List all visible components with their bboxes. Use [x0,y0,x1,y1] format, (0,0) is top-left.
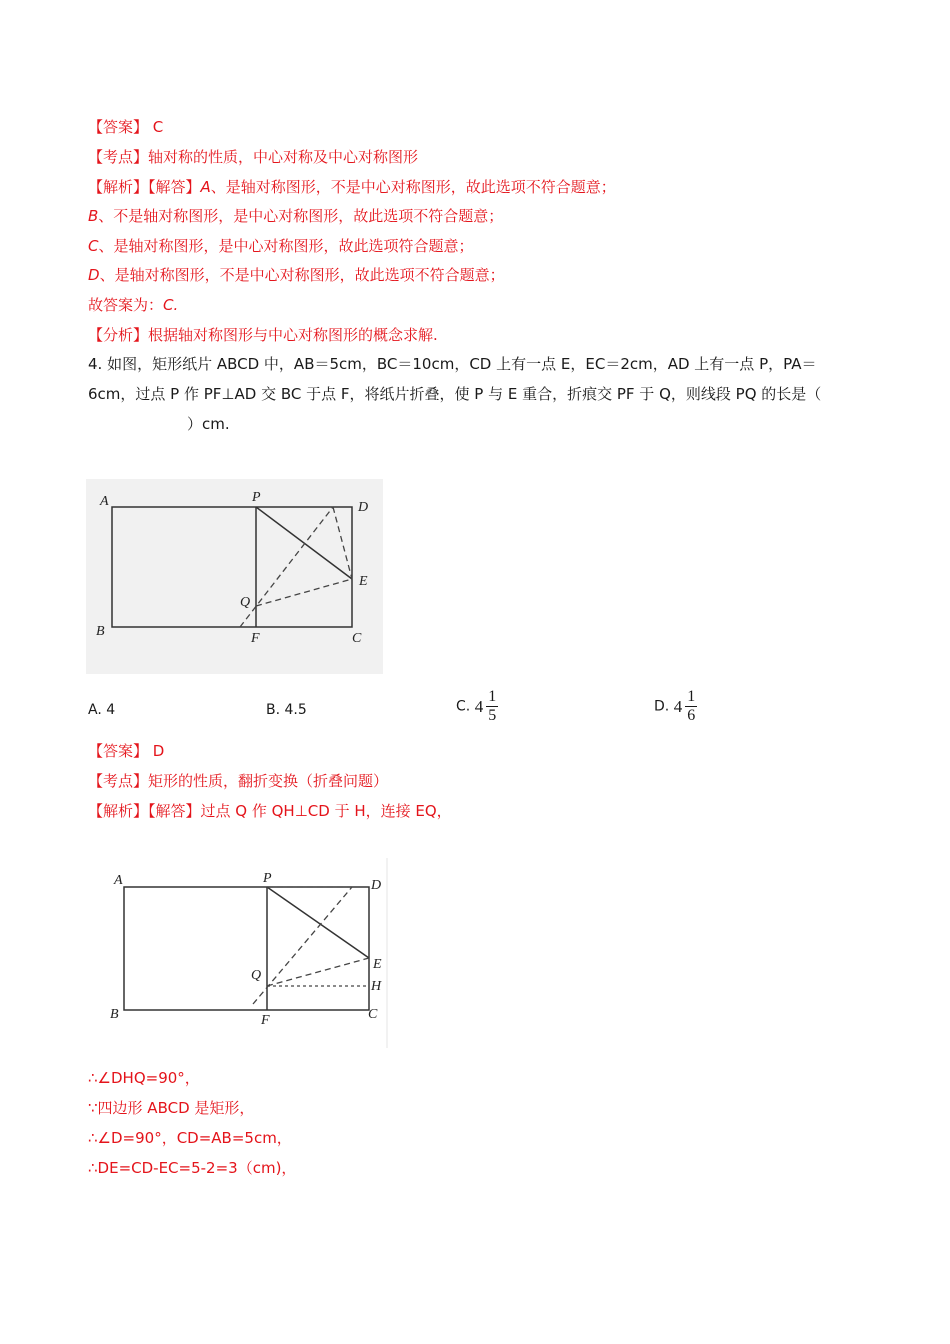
fenxi-label: 【分析】 [88,326,149,344]
label2-e: E [373,957,382,972]
answer-value: C [152,118,164,136]
step-3: ∴∠D=90°，CD=AB=5cm， [88,1129,292,1147]
kaodian-label: 【考点】 [88,148,149,166]
conclusion-value: C. [163,296,179,314]
option-d-denominator: 6 [687,707,696,724]
conclusion-prefix: 故答案为： [88,296,164,314]
analysis-b-line [88,206,503,226]
label2-f: F [261,1013,270,1028]
answer2-value: D [152,742,165,760]
label2-c: C [368,1007,378,1022]
label-a: A [100,494,109,509]
kaodian-line [88,147,418,167]
option-d [654,688,697,725]
step-4: ∴DE=CD-EC=5-2=3（cm)， [88,1159,297,1177]
kaodian2-label: 【考点】 [88,772,149,790]
option-a-analysis: 、是轴对称图形，不是中心对称图形，故此选项不符合题意； [210,178,616,196]
label-p: P [252,490,261,505]
label2-p: P [263,871,272,886]
label2-d: D [371,878,382,893]
option-d-prefix: D. [654,698,674,715]
figure-background [86,479,383,674]
answer-line [88,117,163,137]
jiexi2-label: 【解析】【解答】 [88,802,201,820]
question-line-1: 4. 如图，矩形纸片 ABCD 中，AB＝5cm，BC＝10cm，CD 上有一点 E，EC＝2cm，AD 上有一点 P，PA＝ [88,355,817,373]
analysis-c-line [88,236,474,256]
option-d-whole: 4 [673,696,683,716]
label-d: D [358,500,369,515]
label-c: C [352,631,362,646]
option-b-letter: B [88,207,99,225]
option-c-numerator: 1 [488,688,497,705]
answer2-line [88,741,164,761]
label2-q: Q [251,968,262,983]
option-a: A. 4 [88,702,116,718]
kaodian2-text: 矩形的性质，翻折变换（折叠问题） [148,772,389,790]
option-d-numerator: 1 [687,688,696,705]
option-a-letter: A [200,178,211,196]
jiexi2-line [88,801,452,821]
option-c-letter: C [88,237,99,255]
option-c-prefix: C. [456,698,475,715]
step-2: ∵四边形 ABCD 是矩形， [88,1099,255,1117]
option-d-letter: D [88,266,100,284]
option-b: B. 4.5 [266,702,307,718]
question-figure [86,479,383,674]
question-line-3: ）cm. [187,415,230,433]
kaodian-text: 轴对称的性质，中心对称及中心对称图形 [148,148,419,166]
jiexi-line [88,177,616,197]
step-1: ∴∠DHQ=90°， [88,1069,200,1087]
label-e: E [359,574,368,589]
label2-a: A [114,873,123,888]
option-c-analysis: 、是轴对称图形，是中心对称图形，故此选项符合题意； [98,237,474,255]
analysis-d-line [88,265,505,285]
label2-b: B [110,1007,119,1022]
conclusion-line [88,295,178,315]
option-c-whole: 4 [474,696,484,716]
solution-figure [100,858,390,1048]
option-c [456,688,498,725]
label-b: B [96,624,105,639]
answer-label: 【答案】 [88,118,149,136]
label-f: F [251,631,260,646]
fenxi-line [88,325,438,345]
answer2-label: 【答案】 [88,742,149,760]
label-q: Q [240,595,251,610]
option-b-analysis: 、不是轴对称图形，是中心对称图形，故此选项不符合题意； [98,207,504,225]
label2-h: H [371,979,382,994]
question-line-2: 6cm，过点 P 作 PF⊥AD 交 BC 于点 F，将纸片折叠，使 P 与 E 重合，折痕交 PF 于 Q，则线段 PQ 的长是（ [88,385,822,403]
jiexi-label: 【解析】【解答】 [88,178,201,196]
jiexi2-text: 过点 Q 作 QH⊥CD 于 H，连接 EQ， [200,802,452,820]
option-c-denominator: 5 [488,707,497,724]
option-d-analysis: 、是轴对称图形，不是中心对称图形，故此选项不符合题意； [99,266,505,284]
fenxi-text: 根据轴对称图形与中心对称图形的概念求解. [148,326,438,344]
kaodian2-line [88,771,388,791]
